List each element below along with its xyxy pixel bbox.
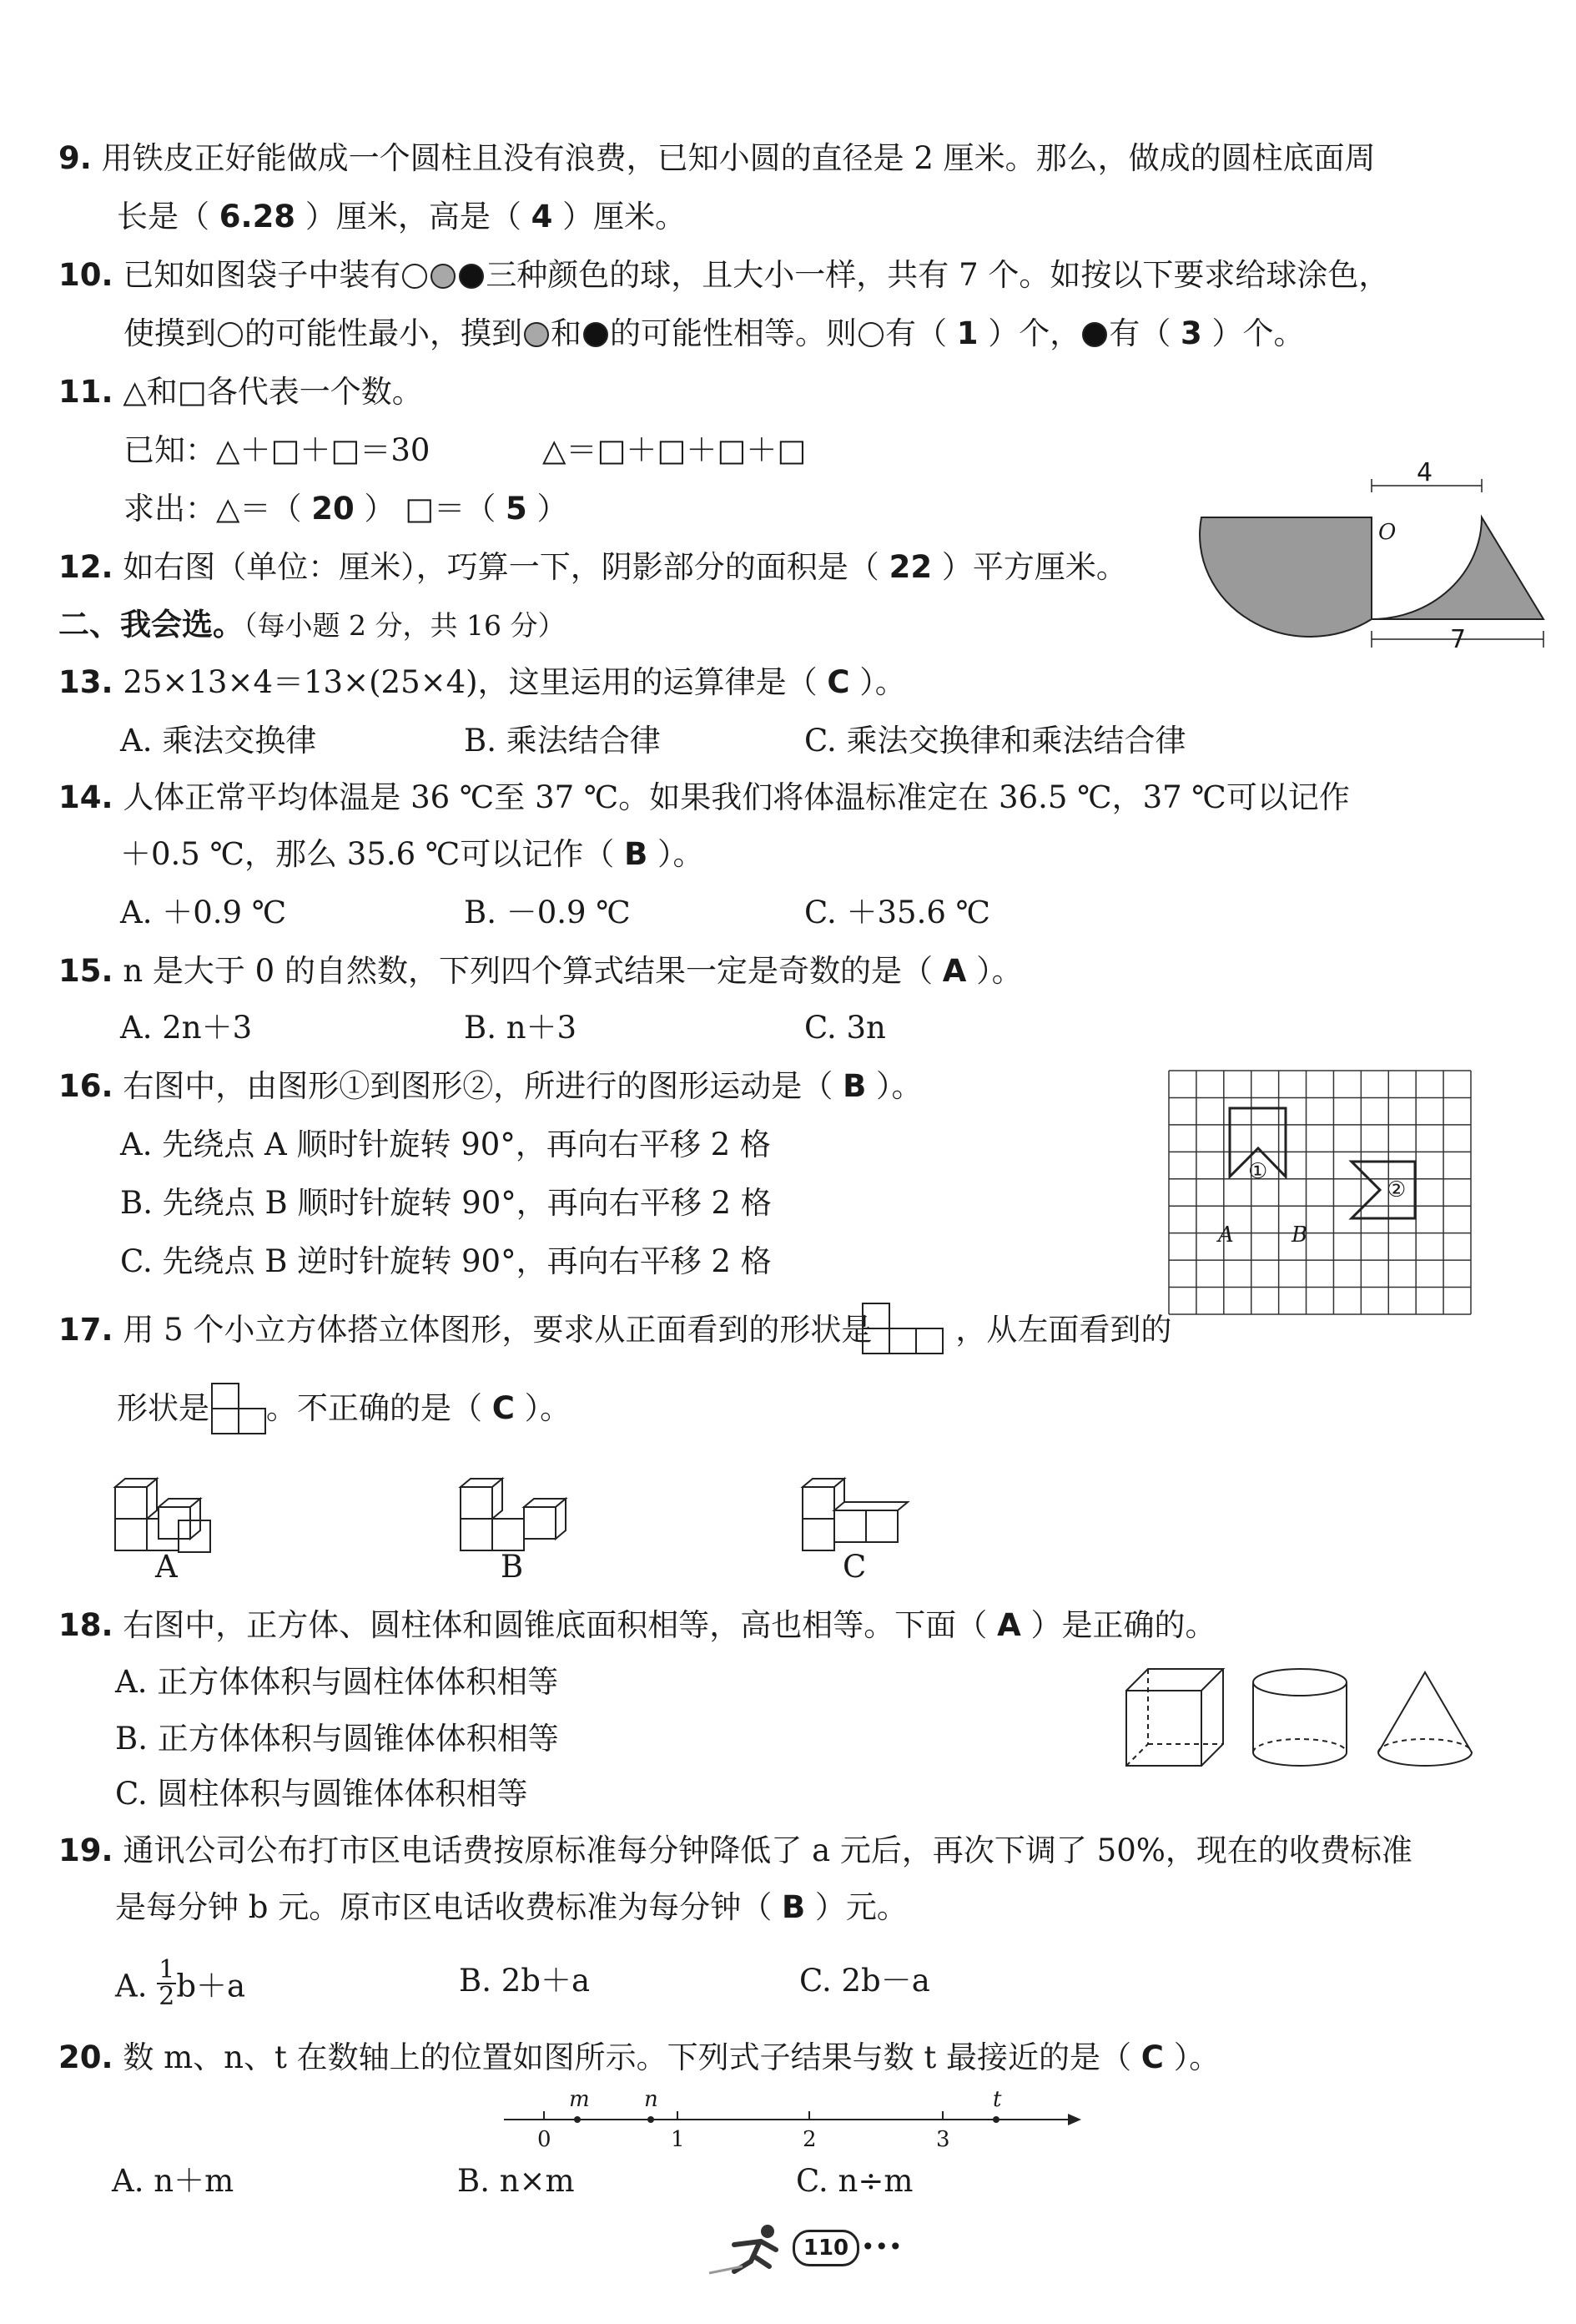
gray-ball-icon [431, 264, 456, 289]
point-t [993, 2116, 999, 2123]
q17: 17. 用 5 个小立方体搭立体图形，要求从正面看到的形状是 ，从左面看到的 [58, 1312, 1172, 1348]
q13-option-a: A. 乘法交换律 [120, 723, 317, 759]
cube-icon [1126, 1669, 1223, 1766]
q10-line2: 使摸到 的可能性最小，摸到 和 的可能性相等。则 有（ 1 ）个， 有（ 3 ）个。 [123, 315, 1305, 351]
fraction-half: $\frac{1}{2}$ [159, 1955, 175, 2011]
q15-option-a: A. 2n＋3 [120, 1010, 253, 1046]
number-line-figure [501, 2086, 1085, 2153]
page-dots: ••• [861, 2233, 903, 2261]
cube-label-a: A [155, 1549, 178, 1585]
cone-icon [1378, 1672, 1472, 1766]
q13-option-b: B. 乘法结合律 [464, 723, 661, 759]
q18-option-c: C. 圆柱体积与圆锥体体积相等 [115, 1776, 528, 1812]
q15: 15. n 是大于 0 的自然数，下列四个算式结果一定是奇数的是（ A ）。 [58, 953, 1023, 989]
front-view-icon [861, 1302, 944, 1357]
q13: 13. 25×13×4＝13×(25×4)，这里运用的运算律是（ C ）。 [58, 664, 906, 700]
tick-label-3: 3 [936, 2127, 950, 2152]
section-2-heading: 二、我会选。（每小题 2 分，共 16 分） [58, 606, 566, 643]
q19: 19. 通讯公司公布打市区电话费按原标准每分钟降低了 a 元后，再次下调了 50%，现在的收费标准 [58, 1832, 1412, 1868]
grid-lines [1169, 1071, 1471, 1314]
right-region [1372, 517, 1543, 619]
q19-option-b: B. 2b＋a [459, 1963, 590, 1999]
q14-option-a: A. ＋0.9 ℃ [120, 895, 287, 930]
q19-line2: 是每分钟 b 元。原市区电话收费标准为每分钟（ B ）元。 [115, 1889, 908, 1925]
point-a-label: A [1218, 1222, 1234, 1248]
point-b-label: B [1292, 1222, 1308, 1248]
q9-answer-1: 6.28 [219, 199, 296, 234]
q18: 18. 右图中，正方体、圆柱体和圆锥底面积相等，高也相等。下面（ A ）是正确的。 [58, 1607, 1216, 1643]
q14-option-b: B. －0.9 ℃ [464, 895, 631, 930]
point-m-label: m [569, 2087, 590, 2112]
q12-bottom-label: 7 [1450, 625, 1467, 654]
q20-option-a: A. n＋m [112, 2163, 234, 2199]
q20-option-b: B. n×m [457, 2163, 575, 2199]
cylinder-icon [1253, 1669, 1347, 1766]
runner-logo-icon [709, 2220, 793, 2278]
q16-option-b: B. 先绕点 B 顺时针旋转 90°，再向右平移 2 格 [120, 1185, 772, 1221]
q14-option-c: C. ＋35.6 ℃ [804, 895, 991, 930]
shape-2-label: ② [1387, 1177, 1407, 1202]
q12-figure [1193, 458, 1485, 654]
q18-option-a: A. 正方体体积与圆柱体体积相等 [115, 1664, 559, 1700]
tick-label-0: 0 [537, 2127, 551, 2152]
white-ball-icon [402, 264, 427, 289]
black-ball-icon [583, 322, 608, 347]
q11-known-1: 已知：△＋□＋□＝30 [123, 432, 431, 468]
q9: 9. 用铁皮正好能做成一个圆柱且没有浪费，已知小圆的直径是 2 厘米。那么，做成的圆柱底面周 [58, 140, 1376, 176]
q15-option-b: B. n＋3 [464, 1010, 577, 1046]
tick-label-1: 1 [671, 2127, 685, 2152]
q12: 12. 如右图（单位：厘米），巧算一下，阴影部分的面积是（ 22 ）平方厘米。 [58, 549, 1127, 585]
arrow-right-icon [1068, 2114, 1081, 2125]
q19-option-a: A. $\frac{1}{2}$ b＋a [115, 1955, 246, 2011]
black-ball-icon [459, 264, 484, 289]
cube-label-b: B [501, 1549, 524, 1585]
cube-label-c: C [843, 1549, 867, 1585]
q9-line2: 长是（ 6.28 ）厘米，高是（ 4 ）厘米。 [117, 199, 687, 234]
black-ball-icon [1082, 322, 1107, 347]
gray-ball-icon [524, 322, 549, 347]
page-number: 110 [793, 2230, 859, 2266]
q14: 14. 人体正常平均体温是 36 ℃至 37 ℃。如果我们将体温标准定在 36.5 ℃，37 ℃可以记作 [58, 779, 1350, 815]
tick-label-2: 2 [803, 2127, 817, 2152]
semicircle-shaded [1200, 517, 1372, 637]
q20-option-c: C. n÷m [796, 2163, 914, 2199]
white-ball-icon [218, 322, 243, 347]
q16-grid-figure [1168, 1070, 1473, 1317]
point-m [574, 2116, 581, 2123]
q13-option-c: C. 乘法交换律和乘法结合律 [804, 723, 1186, 759]
q10: 10. 已知如图袋子中装有 三种颜色的球，且大小一样，共有 7 个。如按以下要求给球涂色， [58, 257, 1390, 293]
q16-option-a: A. 先绕点 A 顺时针旋转 90°，再向右平移 2 格 [120, 1127, 771, 1162]
point-t-label: t [993, 2087, 1002, 2112]
point-n-label: n [644, 2087, 658, 2112]
q12-o-label: O [1378, 520, 1397, 545]
q20: 20. 数 m、n、t 在数轴上的位置如图所示。下列式子结果与数 t 最接近的是（ C ）。 [58, 2039, 1221, 2075]
cube-figure-a [112, 1459, 237, 1550]
q17-line2: 形状是 。不正确的是（ C ）。 [117, 1390, 571, 1426]
cube-figure-c [799, 1459, 924, 1550]
q16: 16. 右图中，由图形①到图形②，所进行的图形运动是（ B ）。 [58, 1068, 923, 1104]
q12-top-label: 4 [1417, 458, 1433, 487]
q19-option-c: C. 2b－a [799, 1963, 930, 1999]
cube-figure-b [457, 1459, 582, 1550]
q15-option-c: C. 3n [804, 1010, 886, 1046]
q9-answer-2: 4 [531, 199, 553, 234]
point-n [647, 2116, 654, 2123]
q16-option-c: C. 先绕点 B 逆时针旋转 90°，再向右平移 2 格 [120, 1243, 772, 1279]
white-ball-icon [858, 322, 884, 347]
q11: 11. △和□各代表一个数。 [58, 374, 423, 410]
q18-option-b: B. 正方体体积与圆锥体体积相等 [115, 1721, 559, 1757]
left-view-icon [210, 1382, 267, 1437]
q11-known-2: △＝□＋□＋□＋□ [542, 432, 807, 468]
q11-ask: 求出：△＝（ 20 ） □＝（ 5 ） [123, 491, 568, 527]
q18-solids-figure [1123, 1666, 1482, 1771]
q14-line2: ＋0.5 ℃，那么 35.6 ℃可以记作（ B ）。 [120, 836, 704, 872]
shape-1-label: ① [1248, 1159, 1268, 1184]
